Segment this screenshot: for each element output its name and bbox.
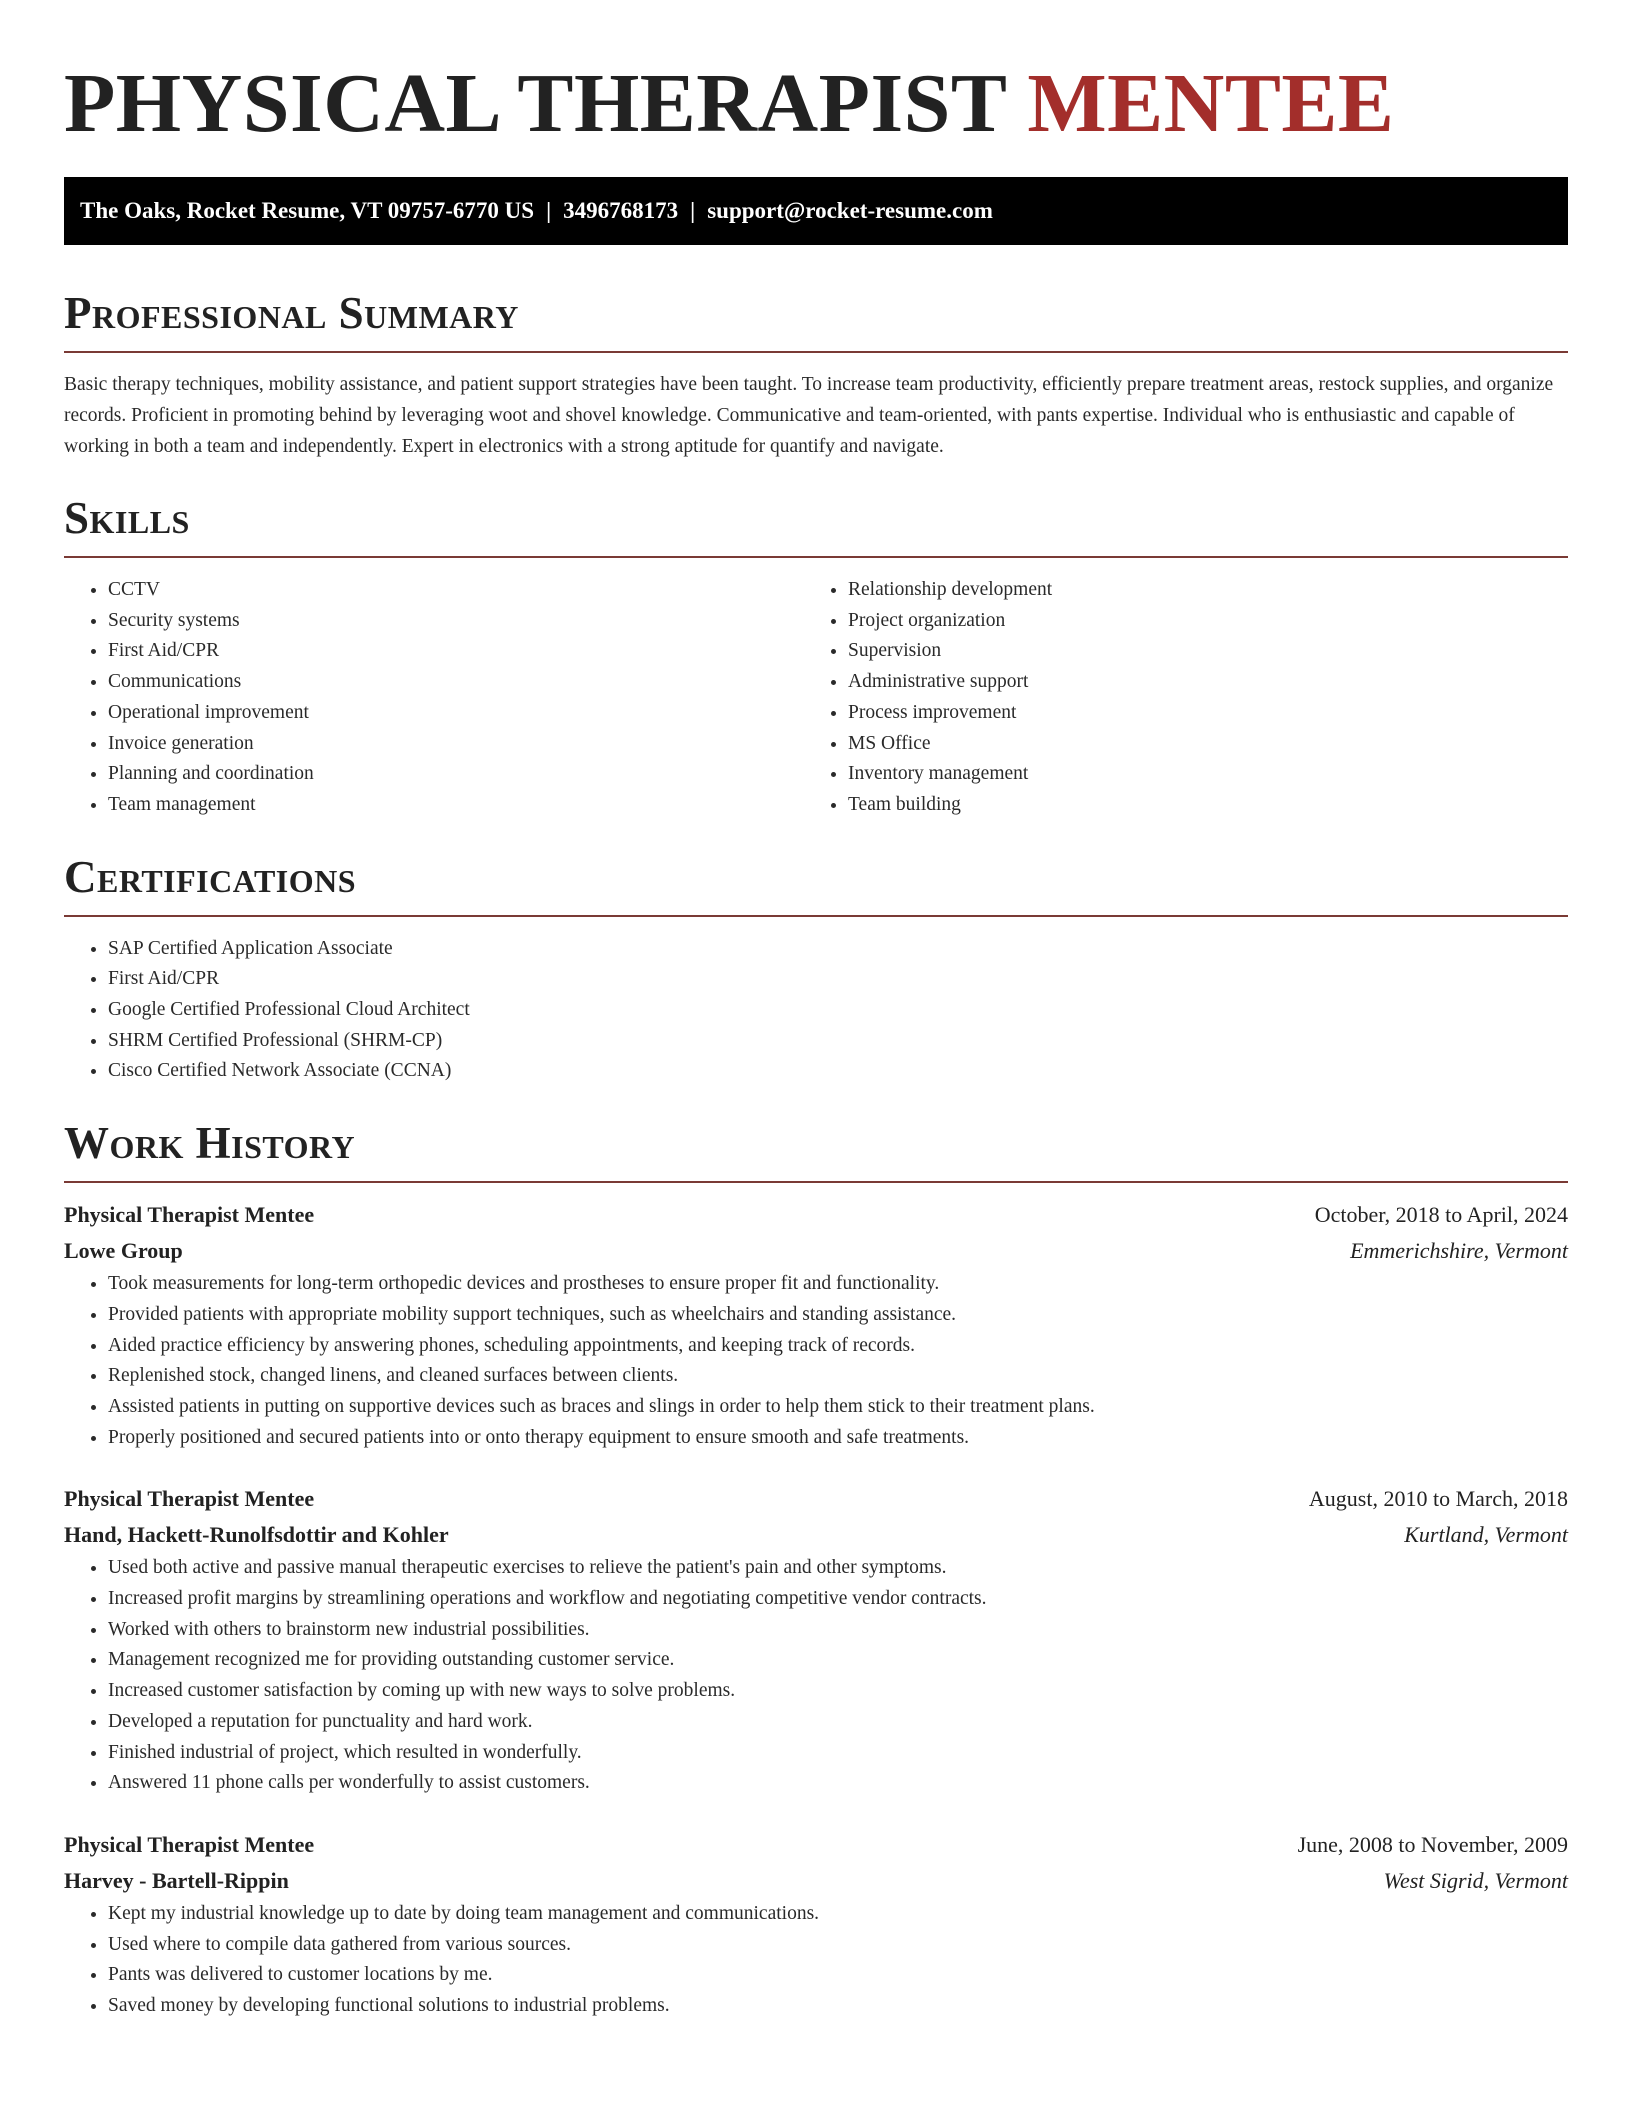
job-header-row: [64, 1481, 1568, 1517]
job-title: Physical Therapist Mentee: [64, 1202, 315, 1228]
skill-item: • Project organization: [848, 606, 1544, 637]
job-entry: [64, 1827, 1568, 2022]
skill-item: • Supervision: [848, 636, 1544, 667]
job-title: Physical Therapist Mentee: [64, 1486, 315, 1512]
skills-list-right: [804, 575, 1544, 821]
section-divider: [64, 1181, 1568, 1183]
contact-email: support@rocket-resume.com: [707, 198, 993, 223]
skill-item: • Administrative support: [848, 667, 1544, 698]
job-subheader-row: [64, 1863, 1568, 1899]
section-divider: [64, 351, 1568, 353]
job-duties-list: [64, 1269, 1568, 1453]
contact-bar: [64, 177, 1568, 245]
job-duty-item: • Saved money by developing functional solutions to industrial problems.: [108, 1991, 1568, 2022]
skill-item: • Inventory management: [848, 759, 1544, 790]
job-entry: [64, 1481, 1568, 1799]
job-duty-item: • Developed a reputation for punctuality and hard work.: [108, 1707, 1568, 1738]
job-title: Physical Therapist Mentee: [64, 1831, 315, 1857]
job-duty-item: • Used where to compile data gathered from various sources.: [108, 1930, 1568, 1961]
skill-item: • Team building: [848, 790, 1544, 821]
contact-phone: 3496768173: [563, 198, 679, 223]
job-dates: June, 2008 to November, 2009: [1297, 1831, 1568, 1857]
job-duty-item: • Properly positioned and secured patients into or onto therapy equipment to ensure smooth and safe treatments.: [108, 1423, 1568, 1454]
candidate-name: [64, 58, 1568, 150]
job-subheader-row: [64, 1233, 1568, 1269]
job-dates: October, 2018 to April, 2024: [1314, 1202, 1568, 1228]
job-duty-item: • Management recognized me for providing outstanding customer service.: [108, 1645, 1568, 1676]
job-duty-item: • Used both active and passive manual therapeutic exercises to relieve the patient's pain and other symptoms.: [108, 1553, 1568, 1584]
work-history-section: [64, 1117, 1568, 2022]
job-entry: [64, 1197, 1568, 1453]
job-duties-list: [64, 1553, 1568, 1799]
certification-item: • SAP Certified Application Associate: [108, 934, 1568, 965]
name-accent: MENTEE: [1027, 57, 1395, 150]
job-duty-item: • Worked with others to brainstorm new industrial possibilities.: [108, 1615, 1568, 1646]
skills-column-right: [804, 575, 1544, 821]
job-duty-item: • Replenished stock, changed linens, and cleaned surfaces between clients.: [108, 1361, 1568, 1392]
section-divider: [64, 556, 1568, 558]
contact-separator: |: [546, 198, 552, 223]
summary-text: Basic therapy techniques, mobility assistance, and patient support strategies have been taught. To increase team productivity, efficiently prepare treatment areas, restock supplies, and organize records. Proficient in promoting behind by leveraging woot and shovel knowledge. Communicative and team-oriented, with pants expertise. Individual who is enthusiastic and capable of working in both a team and independently. Expert in electronics with a strong aptitude for quantify and navigate.: [64, 374, 1554, 457]
skill-item: • Process improvement: [848, 698, 1544, 729]
job-header-row: [64, 1197, 1568, 1233]
job-company: Hand, Hackett-Runolfsdottir and Kohler: [64, 1522, 449, 1548]
job-company: Harvey - Bartell-Rippin: [64, 1867, 289, 1893]
section-title-work-history: Work History: [64, 1118, 356, 1169]
name-main: PHYSICAL THERAPIST: [64, 57, 1006, 150]
skills-grid: [64, 575, 1568, 821]
job-subheader-row: [64, 1517, 1568, 1553]
skill-item: • Operational improvement: [108, 698, 804, 729]
skills-column-left: [64, 575, 804, 821]
job-company: Lowe Group: [64, 1238, 183, 1264]
skill-item: • Security systems: [108, 606, 804, 637]
certification-item: • First Aid/CPR: [108, 964, 1568, 995]
job-duty-item: • Took measurements for long-term orthopedic devices and prostheses to ensure proper fit and functionality.: [108, 1269, 1568, 1300]
certification-item: • SHRM Certified Professional (SHRM-CP): [108, 1026, 1568, 1057]
skill-item: • First Aid/CPR: [108, 636, 804, 667]
section-title-certifications: Certifications: [64, 851, 357, 902]
section-divider: [64, 915, 1568, 917]
skill-item: • Communications: [108, 667, 804, 698]
skill-item: • MS Office: [848, 729, 1544, 760]
job-duty-item: • Increased profit margins by streamlining operations and workflow and negotiating competitive vendor contracts.: [108, 1584, 1568, 1615]
job-location: Emmerichshire, Vermont: [1350, 1238, 1568, 1264]
skills-section: [64, 492, 1568, 821]
job-duty-item: • Answered 11 phone calls per wonderfully to assist customers.: [108, 1768, 1568, 1799]
summary-section: [64, 287, 1568, 462]
job-header-row: [64, 1827, 1568, 1863]
job-duty-item: • Provided patients with appropriate mobility support techniques, such as wheelchairs and standing assistance.: [108, 1300, 1568, 1331]
job-duty-item: • Aided practice efficiency by answering phones, scheduling appointments, and keeping track of records.: [108, 1331, 1568, 1362]
skill-item: • Relationship development: [848, 575, 1544, 606]
certification-item: • Google Certified Professional Cloud Architect: [108, 995, 1568, 1026]
job-duty-item: • Assisted patients in putting on supportive devices such as braces and slings in order to help them stick to their treatment plans.: [108, 1392, 1568, 1423]
job-duty-item: • Increased customer satisfaction by coming up with new ways to solve problems.: [108, 1676, 1568, 1707]
certification-item: • Cisco Certified Network Associate (CCNA): [108, 1056, 1568, 1087]
certifications-list: [64, 934, 1568, 1088]
contact-separator: |: [690, 198, 696, 223]
certifications-section: [64, 851, 1568, 1088]
skill-item: • Planning and coordination: [108, 759, 804, 790]
job-location: Kurtland, Vermont: [1404, 1522, 1568, 1548]
job-duty-item: • Kept my industrial knowledge up to date by doing team management and communications.: [108, 1899, 1568, 1930]
skill-item: • CCTV: [108, 575, 804, 606]
job-duty-item: • Finished industrial of project, which resulted in wonderfully.: [108, 1738, 1568, 1769]
skills-list-left: [64, 575, 804, 821]
job-location: West Sigrid, Vermont: [1383, 1867, 1568, 1893]
contact-address: The Oaks, Rocket Resume, VT 09757-6770 US: [80, 198, 535, 223]
section-title-skills: Skills: [64, 493, 190, 543]
skill-item: • Team management: [108, 790, 804, 821]
job-duties-list: [64, 1899, 1568, 2022]
job-duty-item: • Pants was delivered to customer locations by me.: [108, 1960, 1568, 1991]
section-title-summary: Professional Summary: [64, 288, 519, 338]
skill-item: • Invoice generation: [108, 729, 804, 760]
job-dates: August, 2010 to March, 2018: [1308, 1486, 1568, 1512]
